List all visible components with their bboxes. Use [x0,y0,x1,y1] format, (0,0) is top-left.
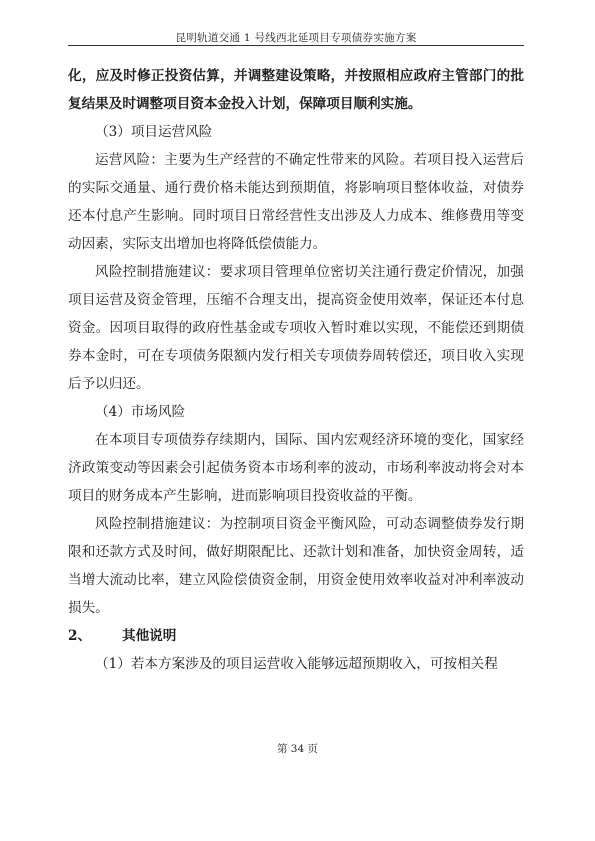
paragraph-operation-risk: 运营风险：主要为生产经营的不确定性带来的风险。若项目投入运营后的实际交通量、通行费价格未能达到预期值，将影响项目整体收益，对债券还本付息产生影响。同时项目日常经营性支出涉及人力成本、维修费用等变动因素，实际支出增加也将降低偿债能力。 [68,152,524,252]
subheading-operation-risk: （3）项目运营风险 [95,124,213,140]
header-rule [68,45,524,46]
running-header: 昆明轨道交通 1 号线西北延项目专项债券实施方案 [175,32,417,44]
subheading-market-risk: （4）市场风险 [95,404,186,420]
section-heading-other-notes [68,622,524,650]
paragraph-other-notes-1: （1）若本方案涉及的项目运营收入能够远超预期收入，可按相关程 [95,656,498,672]
section-title: 其他说明 [122,628,177,644]
paragraph-continuation: 化，应及时修正投资估算，并调整建设策略，并按照相应政府主管部门的批复结果及时调整项目资本金投入计划，保障项目顺利实施。 [68,68,524,112]
document-body [68,62,524,678]
section-number: 2、 [68,628,92,644]
paragraph-market-risk: 在本项目专项债券存续期内，国际、国内宏观经济环境的变化，国家经济政策变动等因素会引起债务资本市场利率的波动，市场利率波动将会对本项目的财务成本产生影响，进而影响项目投资收益的平衡。 [68,432,524,504]
paragraph-market-risk-control: 风险控制措施建议：为控制项目资金平衡风险，可动态调整债券发行期限和还款方式及时间，做好期限配比、还款计划和准备，加快资金周转，适当增大流动比率，建立风险偿债资金制，用资金使用效率收益对冲利率波动损失。 [68,516,524,616]
page-number: 第 34 页 [276,743,319,755]
paragraph-operation-risk-control: 风险控制措施建议：要求项目管理单位密切关注通行费定价情况，加强项目运营及资金管理，压缩不合理支出，提高资金使用效率，保证还本付息资金。因项目取得的政府性基金或专项收入暂时难以实现，不能偿还到期债券本金时，可在专项债务限额内发行相关专项债券周转偿还，项目收入实现后予以归还。 [68,264,524,392]
